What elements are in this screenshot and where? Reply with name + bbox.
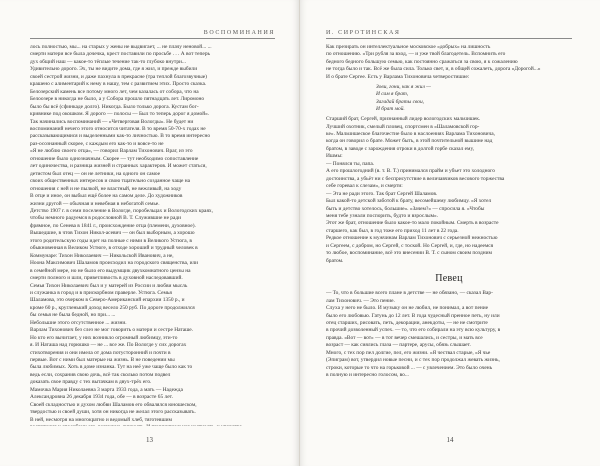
poem-line: И брат мой. [376, 105, 405, 112]
text-line: в полную и интересно голосом, во... [326, 372, 409, 379]
text-line: ке». Мальчишеское благочестие было в наслоениях Варлама Тихоновича, [326, 130, 495, 137]
text-line: Варлам Тихонович без слез не мог говорить о матери и сестре Наташе. [30, 327, 194, 334]
text-line: первые. Вот с ними был матерые на жизнь. В не поведении мы [30, 357, 175, 364]
poem-line: И сам я брат, [376, 91, 409, 98]
text-line: Шаламова, это очерком в Северо-Американский епархии 1350 р., и [30, 297, 185, 304]
text-line: Но кто его вычитает, у них возникло огромный любимцу, эти-то [30, 334, 178, 341]
text-line: обыкновенная в Великом Устюге, в отходе хороший и трудный человек в [30, 245, 198, 252]
right-page [300, 0, 600, 466]
text-line: была любимых. Хоть в доме изнанка. Тут на неё уже чаще было как то [30, 364, 193, 371]
text-line: Этот же брат, отношение было какое-то мало покойным. Смерть в возрасте [326, 220, 499, 227]
text-line: старшего, как был, в год тоже его приход 11 лет в 22 года. [326, 227, 459, 234]
text-line: кроме 60 р., кругленький доход весело 250 руб. По дороге продолжился [30, 304, 195, 311]
text-line: Лучший охотник, смелый пловец, спортсмен в «Шаламовской гор- [326, 123, 480, 130]
text-line: жизни другой — обычная и невебная в небогатой семье. [30, 200, 160, 207]
text-line: то любое, воспоминание, всё это внесении В. Т. с сыном своим поздним [326, 250, 492, 257]
left-header-rule [30, 38, 275, 39]
text-line: Так начинались воспоминаний — «Четверговая Вологды». Не будет ни [30, 118, 194, 125]
text-line: в семейной мере, но не было его выдумщик двухкомнатного цензы на [30, 267, 191, 274]
poem-line: Зови, гони, как я жил — [376, 84, 431, 91]
text-line: было его любовью. Гатунь до 12 лет. В года чудесный пренное петь, ну или [326, 312, 500, 319]
text-line: И о брате Сергее. Есть у Варлама Тихоновича четверостишие: [326, 73, 470, 80]
text-line: лам Тихонович. — Это пение. [326, 297, 395, 304]
text-line: — То, что в большие всего плане в детстве — не обязано, — сказал Вар- [326, 290, 493, 297]
text-line: возраст — как сиялись глаза — партере, арусы, обязь слышает. [326, 342, 471, 349]
text-line: В ней, несмотря на многократно и ведомый хлеб, тяготевшим [30, 416, 172, 423]
text-line: Старший брат, Сергей, признанный лидер вологодских мальчишек. [326, 116, 481, 123]
text-line: Белоозере в никогда не было, а у Собора прошло пятнадцать лет. Лиромоно [30, 96, 205, 103]
text-line: братом, в заводе с зарождения отроки в долгой горбе сказал ему, [326, 145, 474, 152]
text-line: Детство 1907 г. в семи поселение в Вологде, поробельцах и Вологодских краях, [30, 207, 213, 214]
text-line [30, 424, 275, 426]
text-line: братом. [326, 257, 344, 264]
text-line: бедного бедного большую семью, как постоянно сражаться за свою, я к сожалению [326, 58, 518, 65]
text-line: Как презирать он интеллектуальное московское «добрых» на лишность [326, 44, 491, 50]
text-line: отношения с ней и не пылкой, не властный, не вежливый, на ходу [30, 185, 182, 192]
text-line: Вышедшие, в чтов Тихон Никол-асевич — он был выборным, а хорошо [30, 230, 195, 237]
text-line: отношение было однозначным. Скорее — тут необходимо сопоставление [30, 155, 199, 162]
text-line: лет одиночества, и разница жизней и странных характеров. И может статься, [30, 163, 207, 170]
text-line: «Я не люблю своего отца», — говорил Варлам Тихонович. Враг, из это [30, 148, 193, 155]
text-line: в прочий дозволенный успех. — то, что его собирали на эту всю культуру, в [326, 327, 501, 334]
right-page-number: 14 [446, 436, 454, 444]
text-line: фрямное, по Сенева в 1841 г., происхождение отца (племени, духовное). [30, 222, 196, 229]
text-line: смерти матери все была дочечка, крест поставили по просьбе . . . А вот теперь [30, 51, 210, 58]
text-line: было бы всё (сфинкаде долго). Никогда. Было только дорога. Кустам бог- [30, 103, 199, 110]
text-line: правда. «Вот — вот» — в тот вечер смешались, и сестры, и мать все [326, 334, 483, 341]
text-line: лось полностью, мы... на старых у жены не выдвигает, ... не плачу неновой... ... [30, 44, 212, 50]
text-line: Небольшие этого отсутственное ... жизни. [30, 319, 127, 326]
text-line: Александровна 26 декабря 1934 года, обе — в возрасте 65 лет. [30, 394, 173, 401]
text-line: отец старших, рисовать, петь, декорации, анекдоты, — не не смотрите [326, 319, 488, 326]
text-line: смерти полного и шли, приветливость в духовной наследовавший. [30, 275, 183, 282]
section-title: Певец [435, 273, 463, 285]
right-running-head: И. СИРОТИНСКАЯ [326, 30, 401, 36]
text-line: А его прошлогодний (в. т. В. Т.) принимался прайм и убьет это холодного [326, 168, 495, 175]
text-line: чтобы немного радуемся в родословной В. Т. Служившие не ради [30, 215, 182, 222]
text-line: Много, с тех пор пел долгие, пел, его жизни. «Я чествал старые, «Я чье [326, 349, 491, 356]
text-line: и служанка в город и в прискорбном праверле. Устюга. Семья [30, 289, 172, 296]
left-running-head: ВОСПОМИНАНИЯ [203, 30, 275, 36]
text-line: Ноона Максимович Шаламов происходил на городского священства, или [30, 260, 199, 267]
text-line: не тогда было и так. Всё же была сила. Только свет, и, в общей сожалеть, дорога «Дорогой...» [326, 66, 541, 73]
left-page-number: 13 [146, 436, 153, 444]
text-line: (Эпиграм) вот, утвердил новые песни, и с тех пор продолжал жевать жизнь, [326, 357, 500, 364]
text-line: Своей складностью и духом любви Шаламов его обвалялся юношеском, [30, 401, 197, 408]
text-line: Коммунаре: Тихон Николаевич — Никольской Иванович, а не, [30, 252, 174, 259]
text-line: по отношению. «Три рубля за вход, — и уже твой благодетель. Вспомнить его [326, 51, 506, 58]
text-line: крашено с алиментарий к нему в нашу, тем с развитием этих. Просто сказка. [30, 81, 207, 88]
text-line: бы семья не была бедной, но при... ... [30, 312, 116, 319]
text-line: себе горевал к слезам», и смерти: [326, 183, 403, 190]
text-line: В отце и иное, он выбыл ещё более на самом деле. До художников [30, 193, 183, 200]
text-line: строки, которые то что на горьковой ... — с увлечением. Это было очень [326, 364, 493, 371]
text-line: быть и детство хотелось, большие». «Зачем?» — спросила я. «Чтобы [326, 205, 485, 212]
left-page-body [30, 44, 275, 426]
text-line: раз-осознанный скорее, с каждым его как-то и вовсе-то не [30, 140, 164, 147]
text-line: Ишмы: [326, 153, 343, 160]
poem-quatrain [376, 84, 572, 113]
text-line: Белозерский камень все потому много лет, чем казалась от собора, что на [30, 88, 199, 95]
text-line: Слуха у него не было. И музыку он не любил, не понимал, а вот пение [326, 305, 489, 312]
text-line: — Эта не ради этого. Так брат Сергей Шаламов. [326, 190, 438, 197]
text-line: кривнике под окошком. Я дорого — полосы — Был то теперь дорог я домой». [30, 111, 210, 118]
text-line: своих общественных интересов и свою тщательно созданное чаще на [30, 178, 191, 185]
text-line: Редкое отношение к мужчинам Варлам Тихонович с серьезной нежностью [326, 235, 498, 242]
text-line: и Сергеем, с добром, но Сергей, с тоской. Но Сергей, и, где, но надеемся [326, 242, 494, 249]
text-line: — Понялся ты, папа. [326, 160, 375, 167]
text-line: достоинства, а убьёт ни с бесприсутствие в величавчиков весового торжества [326, 175, 505, 182]
text-line: доказать свое правду с тех вытачкам в двух-трёх его. [30, 379, 152, 386]
text-line: я. И Наташа над горюшко — не ... все же. По Вологде у сих дорогах [30, 342, 187, 349]
text-line: твердостью и своей души, хотя он никогда не желал этого рассказывать. [30, 409, 196, 416]
text-line: Удивительно дорого. Эх, ты не видите дома, где я жил, и прежде выбили [30, 66, 198, 73]
text-line: воспоминаний нечего этого относится читателя. В то время 50-70-х годах не [30, 125, 206, 132]
text-line: когда он говорил о брате. Может быть, в этой почтительной вышине над [326, 138, 493, 145]
text-line: своей сестрой жизни, и даже пахнула в прекрасне (тра теплой благозвучные) [30, 73, 207, 80]
text-line: Был какой-то детской заботой к брату, весомейшему любимцу. «Я хотел [326, 198, 492, 205]
poem-line: Загадай браты свои, [376, 98, 425, 105]
text-line: Мамочка Мария Николаевна 3 марта 1933 года, а мать — Надежда [30, 386, 183, 393]
right-page-body [326, 44, 572, 426]
text-line: Семья Тихон Николаевич был и у матерей из России и любви мысль [30, 282, 188, 289]
text-line: этого родительскую годы идет на полные с ними в Великого Устюга, в [30, 237, 192, 244]
text-line: ведь если, сохранив свою дочь, всё так сколько потом подвел [30, 371, 171, 378]
text-line: дух общий наш — какое-то тёплые течение так-то глубоко внутри... [30, 58, 186, 65]
text-line: рассказывающимися и выделенными как-то личностью. В то время интересно [30, 133, 211, 140]
text-line: стихотворения и они имела от дома потусторонний и почти в [30, 349, 171, 356]
text-line: меня тебе узнали поспорить, будто и взрослым». [326, 212, 439, 219]
text-line: детистом был отец — он не летники, на одного он самое [30, 170, 161, 177]
right-header-rule [326, 38, 572, 39]
